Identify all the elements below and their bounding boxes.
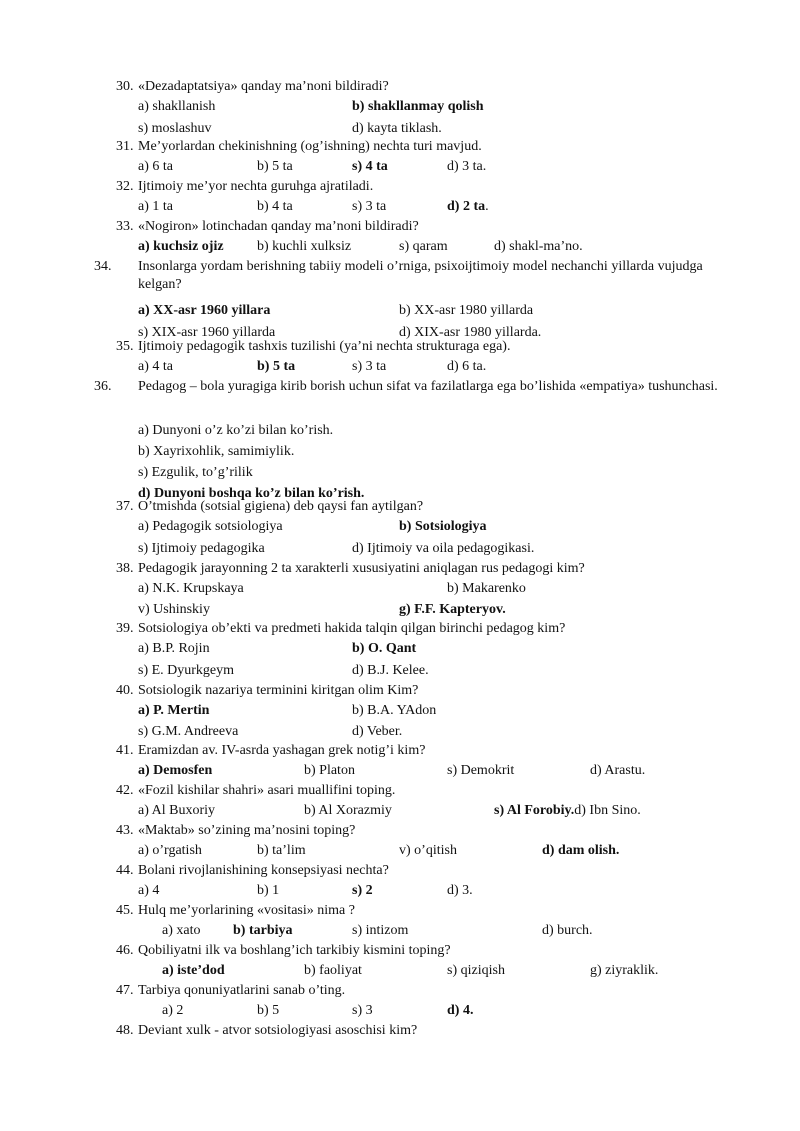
answer-row xyxy=(0,922,800,940)
question-text: Sotsiologiya ob’ekti va predmeti hakida talqin qilgan birinchi pedagog kim? xyxy=(138,621,566,636)
answer-option: d) 3 ta. xyxy=(447,159,487,174)
answer-row xyxy=(0,723,800,741)
question-text: O’tmishda (sotsial gigiena) deb qaysi fan aytilgan? xyxy=(138,499,424,514)
question-number: 42. xyxy=(116,783,134,798)
question-38 xyxy=(116,560,746,578)
question-text: Pedagog – bola yuragiga kirib borish uchun sifat va fazilatlarga ega bo’lishida «empatiya» tushunchasi. xyxy=(138,379,718,394)
answer-option-correct: g) F.F. Kapteryov. xyxy=(399,602,506,617)
answer-option-correct: a) Demosfen xyxy=(138,763,213,778)
answer-option: a) B.P. Rojin xyxy=(138,641,210,656)
answer-option: s) 3 xyxy=(352,1003,373,1018)
answer-option: s) 3 ta xyxy=(352,359,387,374)
answer-option: b) Xayrixohlik, samimiylik. xyxy=(138,444,295,459)
answer-option: d) shakl-ma’no. xyxy=(494,239,583,254)
answer-option: d) 3. xyxy=(447,883,473,898)
answer-option: b) 4 ta xyxy=(257,199,293,214)
question-number: 40. xyxy=(116,683,134,698)
answer-option: d) Arastu. xyxy=(590,763,646,778)
question-number: 36. xyxy=(94,379,112,394)
answer-row xyxy=(0,98,800,116)
answer-row xyxy=(0,762,800,780)
question-number: 41. xyxy=(116,743,134,758)
answer-row xyxy=(0,358,800,376)
answer-option: s) 3 ta xyxy=(352,199,387,214)
answer-option: b) XX-asr 1980 yillarda xyxy=(399,303,534,318)
answer-option: d) Veber. xyxy=(352,724,403,739)
question-36 xyxy=(94,378,746,396)
answer-row xyxy=(0,662,800,680)
question-text: Insonlarga yordam berishning tabiiy modeli o’rniga, psixoijtimoiy model nechanchi yillarda vujudga kelgan? xyxy=(138,259,703,292)
answer-row xyxy=(0,464,800,482)
answer-option: d) B.J. Kelee. xyxy=(352,663,429,678)
answer-option: a) Al Buxoriy xyxy=(138,803,215,818)
answer-option: g) ziyraklik. xyxy=(590,963,659,978)
answer-row xyxy=(0,158,800,176)
answer-option-correct: b) O. Qant xyxy=(352,641,417,656)
question-number: 47. xyxy=(116,983,134,998)
answer-option: a) shakllanish xyxy=(138,99,216,114)
answer-option: a) Pedagogik sotsiologiya xyxy=(138,519,283,534)
question-number: 46. xyxy=(116,943,134,958)
question-30 xyxy=(116,78,746,96)
answer-option: s) qaram xyxy=(399,239,448,254)
answer-option: s) Demokrit xyxy=(447,763,515,778)
answer-row xyxy=(0,238,800,256)
answer-option: d) 6 ta. xyxy=(447,359,487,374)
answer-option: d) kayta tiklash. xyxy=(352,121,442,136)
question-text: Hulq me’yorlarining «vositasi» nima ? xyxy=(138,903,355,918)
answer-option: a) Dunyoni o’z ko’zi bilan ko’rish. xyxy=(138,423,334,438)
answer-option: v) o’qitish xyxy=(399,843,457,858)
question-37 xyxy=(116,498,746,516)
answer-option: s) Ijtimoiy pedagogika xyxy=(138,541,265,556)
answer-row xyxy=(0,702,800,720)
answer-row xyxy=(0,443,800,461)
question-40 xyxy=(116,682,746,700)
question-number: 37. xyxy=(116,499,134,514)
answer-option: b) ta’lim xyxy=(257,843,306,858)
answer-option: a) 4 xyxy=(138,883,160,898)
answer-option: s) XIX-asr 1960 yillarda xyxy=(138,325,276,340)
answer-row xyxy=(0,882,800,900)
question-text: «Maktab» so’zining ma’nosini toping? xyxy=(138,823,356,838)
answer-option: b) Makarenko xyxy=(447,581,526,596)
answer-option: s) G.M. Andreeva xyxy=(138,724,239,739)
answer-option-correct: d) dam olish. xyxy=(542,843,620,858)
answer-option: b) 5 xyxy=(257,1003,280,1018)
answer-option-correct: a) P. Mertin xyxy=(138,703,210,718)
answer-option-correct: d) Dunyoni boshqa ko’z bilan ko’rish. xyxy=(138,486,365,501)
answer-row xyxy=(0,422,800,440)
question-text: Qobiliyatni ilk va boshlang’ich tarkibiy kismini toping? xyxy=(138,943,451,958)
answer-option: b) kuchli xulksiz xyxy=(257,239,352,254)
answer-option-correct: b) Sotsiologiya xyxy=(399,519,487,534)
answer-option: s) Ezgulik, to’g’rilik xyxy=(138,465,253,480)
question-number: 45. xyxy=(116,903,134,918)
answer-option: a) o’rgatish xyxy=(138,843,202,858)
answer-option: s) qiziqish xyxy=(447,963,505,978)
question-42 xyxy=(116,782,746,800)
answer-option: s) E. Dyurkgeym xyxy=(138,663,235,678)
answer-option-correct: b) shakllanmay qolish xyxy=(352,99,484,114)
answer-option-correct: b) 5 ta xyxy=(257,359,296,374)
question-41 xyxy=(116,742,746,760)
question-32 xyxy=(116,178,746,196)
question-number: 48. xyxy=(116,1023,134,1038)
answer-option: a) 1 ta xyxy=(138,199,173,214)
answer-option-correct: a) XX-asr 1960 yillara xyxy=(138,303,271,318)
answer-option: a) 2 xyxy=(162,1003,184,1018)
answer-option: b) B.A. YAdon xyxy=(352,703,437,718)
question-text: Ijtimoiy pedagogik tashxis tuzilishi (ya’ni nechta strukturaga ega). xyxy=(138,339,511,354)
question-35 xyxy=(116,338,746,356)
answer-option-correct: d) 4. xyxy=(447,1003,474,1018)
question-text: Ijtimoiy me’yor nechta guruhga ajratiladi. xyxy=(138,179,374,194)
question-number: 30. xyxy=(116,79,134,94)
question-number: 33. xyxy=(116,219,134,234)
question-number: 35. xyxy=(116,339,134,354)
question-number: 34. xyxy=(94,259,112,274)
question-number: 32. xyxy=(116,179,134,194)
question-34 xyxy=(94,258,746,294)
answer-option: b) 5 ta xyxy=(257,159,293,174)
answer-row xyxy=(0,540,800,558)
question-number: 38. xyxy=(116,561,134,576)
answer-option: s) moslashuv xyxy=(138,121,212,136)
question-text: Me’yorlardan chekinishning (og’ishning) nechta turi mavjud. xyxy=(138,139,482,154)
answer-option: s) intizom xyxy=(352,923,409,938)
question-number: 39. xyxy=(116,621,134,636)
question-text: Tarbiya qonuniyatlarini sanab o’ting. xyxy=(138,983,346,998)
question-number: 43. xyxy=(116,823,134,838)
question-number: 31. xyxy=(116,139,134,154)
question-45 xyxy=(116,902,746,920)
answer-option: b) Al Xorazmiy xyxy=(304,803,392,818)
question-text: «Dezadaptatsiya» qanday ma’noni bildiradi? xyxy=(138,79,389,94)
answer-option: a) N.K. Krupskaya xyxy=(138,581,244,596)
answer-row xyxy=(0,640,800,658)
answer-option: b) faoliyat xyxy=(304,963,362,978)
answer-option: d) burch. xyxy=(542,923,593,938)
question-text: Eramizdan av. IV-asrda yashagan grek notig’i kim? xyxy=(138,743,426,758)
answer-row xyxy=(0,601,800,619)
answer-option-correct: b) tarbiya xyxy=(233,923,293,938)
question-text: Sotsiologik nazariya terminini kiritgan olim Kim? xyxy=(138,683,419,698)
answer-option: v) Ushinskiy xyxy=(138,602,210,617)
question-text: Bolani rivojlanishining konsepsiyasi nechta? xyxy=(138,863,389,878)
question-text: Deviant xulk - atvor sotsiologiyasi asoschisi kim? xyxy=(138,1023,418,1038)
question-46 xyxy=(116,942,746,960)
answer-option-correct: a) kuchsiz ojiz xyxy=(138,239,224,254)
question-text: «Nogiron» lotinchadan qanday ma’noni bildiradi? xyxy=(138,219,419,234)
question-43 xyxy=(116,822,746,840)
answer-row xyxy=(0,120,800,138)
question-text: «Fozil kishilar shahri» asari muallifini toping. xyxy=(138,783,396,798)
answer-option-correct: d) 2 ta. xyxy=(447,199,489,214)
answer-option-correct: s) 2 xyxy=(352,883,373,898)
answer-row xyxy=(0,962,800,980)
answer-option: d) Ijtimoiy va oila pedagogikasi. xyxy=(352,541,535,556)
question-47 xyxy=(116,982,746,1000)
answer-row xyxy=(0,198,800,216)
question-44 xyxy=(116,862,746,880)
answer-option-correct: s) 4 ta xyxy=(352,159,388,174)
question-number: 44. xyxy=(116,863,134,878)
answer-row xyxy=(0,580,800,598)
question-text: Pedagogik jarayonning 2 ta xarakterli xususiyatini aniqlagan rus pedagogi kim? xyxy=(138,561,585,576)
answer-row xyxy=(0,1002,800,1020)
answer-option: a) 4 ta xyxy=(138,359,173,374)
answer-option: a) 6 ta xyxy=(138,159,173,174)
answer-row xyxy=(0,802,800,820)
answer-row xyxy=(0,302,800,320)
answer-row xyxy=(0,518,800,536)
question-48 xyxy=(116,1022,746,1040)
answer-option: b) 1 xyxy=(257,883,280,898)
answer-option-correct: a) iste’dod xyxy=(162,963,225,978)
answer-option: a) xato xyxy=(162,923,201,938)
question-39 xyxy=(116,620,746,638)
answer-option-correct: s) Al Forobiy.d) Ibn Sino. xyxy=(494,803,641,818)
answer-option: d) XIX-asr 1980 yillarda. xyxy=(399,325,542,340)
answer-row xyxy=(0,842,800,860)
answer-option: b) Platon xyxy=(304,763,355,778)
question-31 xyxy=(116,138,746,156)
question-33 xyxy=(116,218,746,236)
